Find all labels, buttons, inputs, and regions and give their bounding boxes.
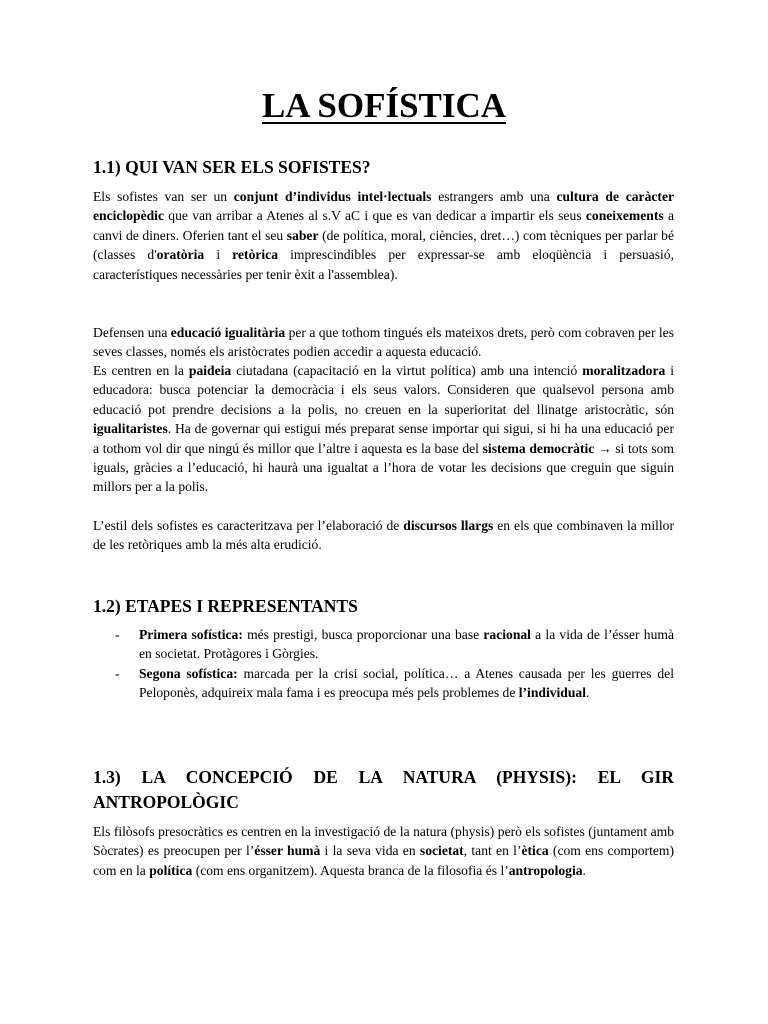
section-heading-1-2: 1.2) ETAPES I REPRESENTANTS [93,596,358,616]
bold-text: moralitzadora [582,363,666,378]
section-heading-1-1: 1.1) QUI VAN SER ELS SOFISTES? [93,157,371,177]
bold-text: educació igualitària [170,325,286,340]
bold-text: l’individual [518,685,586,701]
bold-text: racional [483,627,531,642]
section-heading-1-3-line-1: 1.3) LA CONCEPCIÓ DE LA NATURA (PHYSIS): EL GIR [93,767,674,787]
bold-text: discursos llargs [403,518,494,533]
bold-text: coneixements [585,208,664,224]
paragraph-estil-sofistes: L’estil dels sofistes es caracteritzava per l’elaboració de discursos llargs en els que combinaven la millor de les retòriques amb la més alta erudició. [93,518,674,553]
bold-text: política [149,862,193,878]
section-heading-1-3 [93,765,674,815]
paragraph-paideia: Es centren en la paideia ciutadana (capacitació en la virtut política) amb una intenció moralitzadora i educadora: busca potenciar la democràcia i els seus valors. Consideren que qualsevol persona amb educació pot prendre decisions a la polis, no creuen en la superioritat del llinatge aristocràtic, són igualitaristes. Ha de governar qui estigui més preparat sense importar qui sigui, si hi ha una educació per a tothom vol dir que ningú és millor que l’altre i aquesta es la base del sistema democràtic → si tots som iguals, gràcies a l’educació, hi haurà una igualtat a l’hora de votar les decisions que creguin que siguin millors per a la polis. [93,363,675,495]
bold-text: oratòria [156,247,205,263]
bold-text: igualitaristes [93,421,168,437]
section-heading-1-3-line-2: ANTROPOLÒGIC [93,792,239,812]
bold-text: retòrica [232,247,279,263]
bold-text: antropologia [508,862,583,878]
bold-text: ésser humà [254,843,321,859]
bold-text: societat [419,843,464,859]
etapes-list [93,625,674,703]
list-dash-marker: - [115,627,120,642]
document-title: LA SOFÍSTICA [261,86,507,125]
list-item [93,625,674,664]
bold-text: Segona sofística: [139,665,238,681]
bold-text: ètica [521,843,549,859]
paragraph-sofistes-definition: Els sofistes van ser un conjunt d’individus intel·lectuals estrangers amb una cultura de caràcter enciclopèdic que van arribar a Atenes al s.V aC i que es van dedicar a impartir els seus coneixements a canvi de diners. Oferien tant el seu saber (de política, moral, ciències, dret…) com tècniques per parlar bé (classes d'oratòria i retòrica imprescindibles per expressar-se amb eloqüència i persuasió, característiques necessàries per tenir èxit a l'assemblea). [93,189,675,282]
paragraph-gir-antropologic: Els filòsofs presocràtics es centren en la investigació de la natura (physis) però els sofistes (juntament amb Sòcrates) es preocupen per l’ésser humà i la seva vida en societat, tant en l’ètica (com ens comportem) com en la política (com ens organitzem). Aquesta branca de la filosofia és l’antropologia. [93,824,674,878]
bold-text: paideia [188,363,232,378]
list-item-text: Segona sofística: marcada per la crisi social, política… a Atenes causada per les guerres del Peloponès, adquireix mala fama i es preocupa més pels problemes de l’individual. [139,665,674,701]
bold-text: conjunt d’individus intel·lectuals [233,189,432,204]
list-dash-marker: - [115,665,120,681]
list-item-text: Primera sofística: més prestigi, busca proporcionar una base racional a la vida de l’ésser humà en societat. Protàgores i Gòrgies. [139,627,674,662]
bold-text: sistema democràtic [482,440,595,456]
paragraph-educacio-igualitaria: Defensen una educació igualitària per a que tothom tingués els mateixos drets, però com cobraven per les seves classes, només els aristòcrates podien accedir a aquesta educació. [93,325,674,360]
list-item [93,664,674,703]
bold-text: cultura de caràcter enciclopèdic [93,189,675,224]
bold-text: Primera sofística: [139,627,243,642]
bold-text: saber [286,227,319,243]
